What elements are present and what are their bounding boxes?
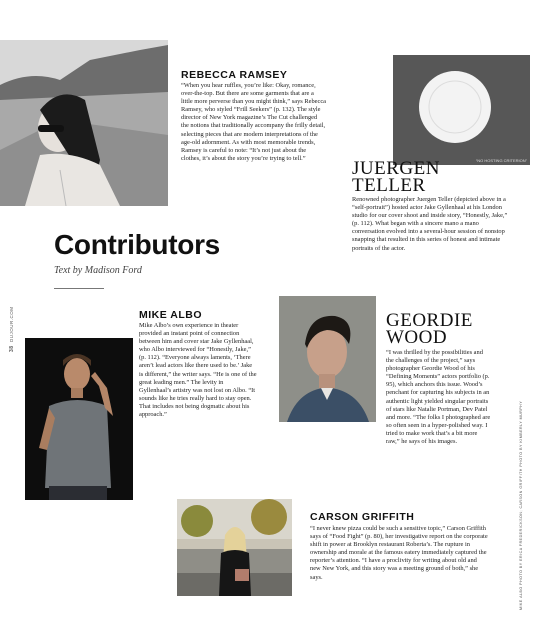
mike-albo-photo	[25, 338, 133, 500]
juergen-teller-name: JUERGEN TELLER	[352, 158, 440, 196]
carson-griffith-name: CARSON GRIFFITH	[310, 511, 415, 523]
mike-albo-text: Mike Albo’s own experience in theater provided an instant point of connection between him and cover star Jake Gyllenhaal, who Albo interviewed for “Honestly, Jake,” (p. 112). “Everyone always laments, ‘There aren’t lead actors like there used to be.’ Jake is different,” the writer says. “He is one of the great leading men.” The levity in Gyllenhaal’s artistry was not lost on Albo. “It sounds like he tries really hard to stay open. That includes not being dogmatic about his approach.”	[139, 322, 257, 419]
photo-credits: MIKE ALBO PHOTO BY ERICA FREDERICKSON; CARSON GRIFFITH PHOTO BY KIMBERLY MURPHY	[519, 400, 523, 610]
geordie-wood-photo	[279, 296, 376, 422]
carson-griffith-photo	[177, 499, 292, 596]
page-title: Contributors	[54, 229, 220, 260]
mike-albo-name: MIKE ALBO	[139, 309, 203, 321]
folio-site: DUJOUR.COM	[9, 306, 14, 342]
folio-number: 38	[9, 345, 15, 352]
juergen-teller-photo	[393, 55, 530, 165]
title-divider	[54, 288, 104, 289]
rebecca-ramsey-text: “When you hear ruffles, you’re like: Okay, romance, over-the-top. But there are some garments that are a little more perverse than you might think,” says Rebecca Ramsey, who styled “Frill Seekers” (p. 132). The style director of New York magazine’s The Cut challenged the notions that traditionally accompany the frilly detail, selecting pieces that are modern interpretations of the age-old adornment. As with most memorable trends, Ramsey is careful to note: “It’s not just about the clothes, it’s about the story you’re trying to tell.”	[181, 82, 326, 162]
rebecca-ramsey-photo	[0, 40, 168, 206]
geordie-wood-text: “I was thrilled by the possibilities and the challenges of the project,” says photographer Geordie Wood of his “Defining Moments” actors portfolio (p. 95), which anchors this issue. Wood’s penchant for capturing his subjects in an authentic light yielded singular portraits of stars like Natalie Portman, Dev Patel and more. “The folks I photographed are so often seen in a hyper-polished way. I tried to make work that’s a bit more raw,” he says of his images.	[386, 349, 491, 446]
rebecca-ramsey-name: REBECCA RAMSEY	[181, 69, 288, 81]
carson-griffith-text: “I never knew pizza could be such a sensitive topic,” Carson Griffith says of “Food Fight” (p. 80), her investigative report on the corporate shift in power at Brooklyn restaurant Roberta’s. The rupture in ownership and morale at the famous eatery immediately captured the reporter’s attention. “I have a proclivity for writing about old and new New York, and this story was a meeting ground of both,” she says.	[310, 525, 488, 581]
geordie-wood-name: GEORDIE WOOD	[386, 310, 473, 348]
juergen-teller-photo-caption: “NO HOSTING CRITERION”	[475, 158, 527, 163]
juergen-teller-text: Renowned photographer Juergen Teller (depicted above in a “self-portrait”) hosted actor Jake Gyllenhaal at his London studio for our cover shoot and inside story, “Honestly, Jake,” (p. 112). What began with a sincere mano a mano conversation evolved into a several-hour session of nonstop snapping that resulted in this series of honest and intimate portraits of the actor.	[352, 196, 508, 252]
byline: Text by Madison Ford	[54, 265, 142, 276]
